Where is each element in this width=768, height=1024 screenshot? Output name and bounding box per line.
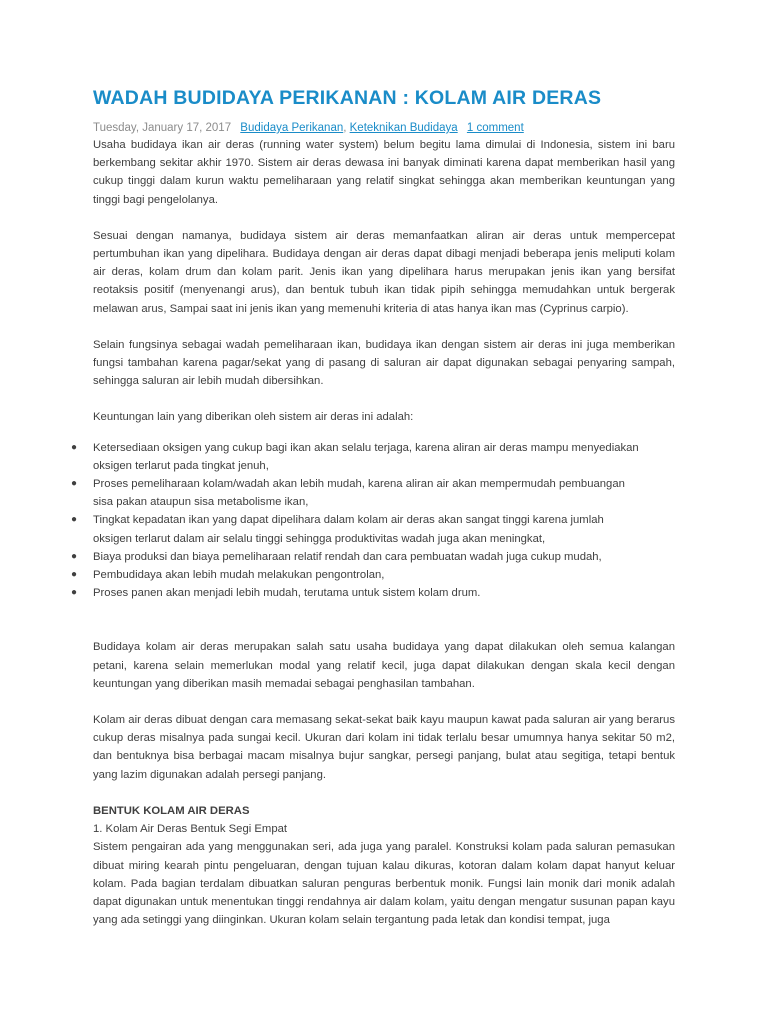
list-item: ● Biaya produksi dan biaya pemeliharaan relatif rendah dan cara pembuatan wadah juga cukup mudah, [93, 548, 675, 566]
list-item: ● Pembudidaya akan lebih mudah melakukan pengontrolan, [93, 566, 675, 584]
paragraph-3: Selain fungsinya sebagai wadah pemeliharaan ikan, budidaya ikan dengan sistem air deras ini juga memberikan fungsi tambahan karena pagar/sekat yang di pasang di saluran air dapat digunakan sebagai penyaring sampah, sehingga saluran air lebih mudah dibersihkan. [93, 338, 675, 388]
advantages-list [70, 439, 675, 603]
paragraph-7: Sistem pengairan ada yang menggunakan seri, ada juga yang paralel. Konstruksi kolam pada saluran pemasukan dibuat miring kearah pintu pengeluaran, dengan tujuan kalau dikuras, kotoran dalam kolam dapat hanyut keluar kolam. Pada bagian terdalam dibuatkan saluran penguras berbentuk monik. Fungsi lain monik dari monik adalah dapat digunakan untuk menentukan tinggi rendahnya air dalam kolam, yaitu dengan mengatur susunan papan kayu yang ada setinggi yang diinginkan. Ukuran kolam selain tergantung pada letak dan kondisi tempat, juga [93, 841, 675, 927]
section-heading: BENTUK KOLAM AIR DERAS [93, 804, 250, 817]
list-item: ● Proses pemeliharaan kolam/wadah akan lebih mudah, karena aliran air akan mempermudah pembuangan sisa pakan ataupun sisa metabolisme ikan, [93, 475, 675, 511]
label-link-budidaya-perikanan[interactable]: Budidaya Perikanan [240, 122, 344, 134]
post-meta: Tuesday, January 17, 2017 Budidaya Perikanan, Keteknikan Budidaya 1 comment [93, 122, 524, 134]
label-link-keteknikan-budidaya[interactable]: Keteknikan Budidaya [349, 122, 458, 134]
bullet-icon: ● [70, 441, 78, 453]
list-item: ● Proses panen akan menjadi lebih mudah, terutama untuk sistem kolam drum. [93, 584, 675, 602]
comments-link[interactable]: 1 comment [466, 122, 524, 134]
bullet-icon: ● [70, 550, 78, 562]
subheading: 1. Kolam Air Deras Bentuk Segi Empat [93, 823, 288, 836]
list-item: ● Ketersediaan oksigen yang cukup bagi ikan akan selalu terjaga, karena aliran air deras mampu menyediakan oksigen terlarut pada tingkat jenuh, [93, 439, 675, 475]
bullet-icon: ● [70, 587, 78, 599]
list-item: ● Tingkat kepadatan ikan yang dapat dipelihara dalam kolam air deras akan sangat tinggi karena jumlah oksigen terlarut dalam air selalu tinggi sehingga produktivitas wadah juga akan meningkat, [93, 511, 675, 547]
article-title: WADAH BUDIDAYA PERIKANAN : KOLAM AIR DERAS [93, 87, 602, 109]
paragraph-intro: Usaha budidaya ikan air deras (running water system) belum begitu lama dimulai di Indonesia, sistem ini baru berkembang sekitar akhir 1970. Sistem air deras dewasa ini banyak diminati karena dapat memberikan hasil yang cukup tinggi dalam kurun waktu pemeliharaan yang relatif singkat sehingga akan memberikan keuntungan yang tinggi bagi pengelolanya. [93, 139, 675, 206]
bullet-icon: ● [70, 514, 78, 526]
bullet-icon: ● [70, 478, 78, 490]
paragraph-4: Keuntungan lain yang diberikan oleh sistem air deras ini adalah: [93, 411, 414, 424]
bullet-icon: ● [70, 569, 78, 581]
article [70, 86, 675, 929]
post-date: Tuesday, January 17, 2017 [93, 122, 232, 134]
paragraph-5: Budidaya kolam air deras merupakan salah satu usaha budidaya yang dapat dilakukan oleh semua kalangan petani, karena selain memerlukan modal yang relatif kecil, juga dapat dilakukan dengan skala kecil dengan keuntungan yang diberikan masih memadai sebagai penghasilan tambahan. [93, 641, 675, 690]
paragraph-6: Kolam air deras dibuat dengan cara memasang sekat-sekat baik kayu maupun kawat pada saluran air yang berarus cukup deras misalnya pada sungai kecil. Ukuran dari kolam ini tidak terlalu besar umumnya hanya sekitar 50 m2, dan bentuknya bisa berbagai macam misalnya bujur sangkar, persegi panjang, bulat atau segitiga, tetapi bentuk yang lazim digunakan adalah persegi panjang. [93, 714, 675, 781]
paragraph-2: Sesuai dengan namanya, budidaya sistem air deras memanfaatkan aliran air deras untuk mempercepat pertumbuhan ikan yang dipelihara. Budidaya dengan air deras dapat dibagi menjadi beberapa jenis meliputi kolam air deras, kolam drum dan kolam parit. Jenis ikan yang dipelihara harus merupakan jenis ikan yang bersifat reotaksis positif (menyenangi arus), dan bentuk tubuh ikan tidak pipih sehingga memudahkan untuk bergerak melawan arus, Sampai saat ini jenis ikan yang memenuhi kriteria di atas hanya ikan mas (Cyprinus carpio). [93, 229, 675, 315]
